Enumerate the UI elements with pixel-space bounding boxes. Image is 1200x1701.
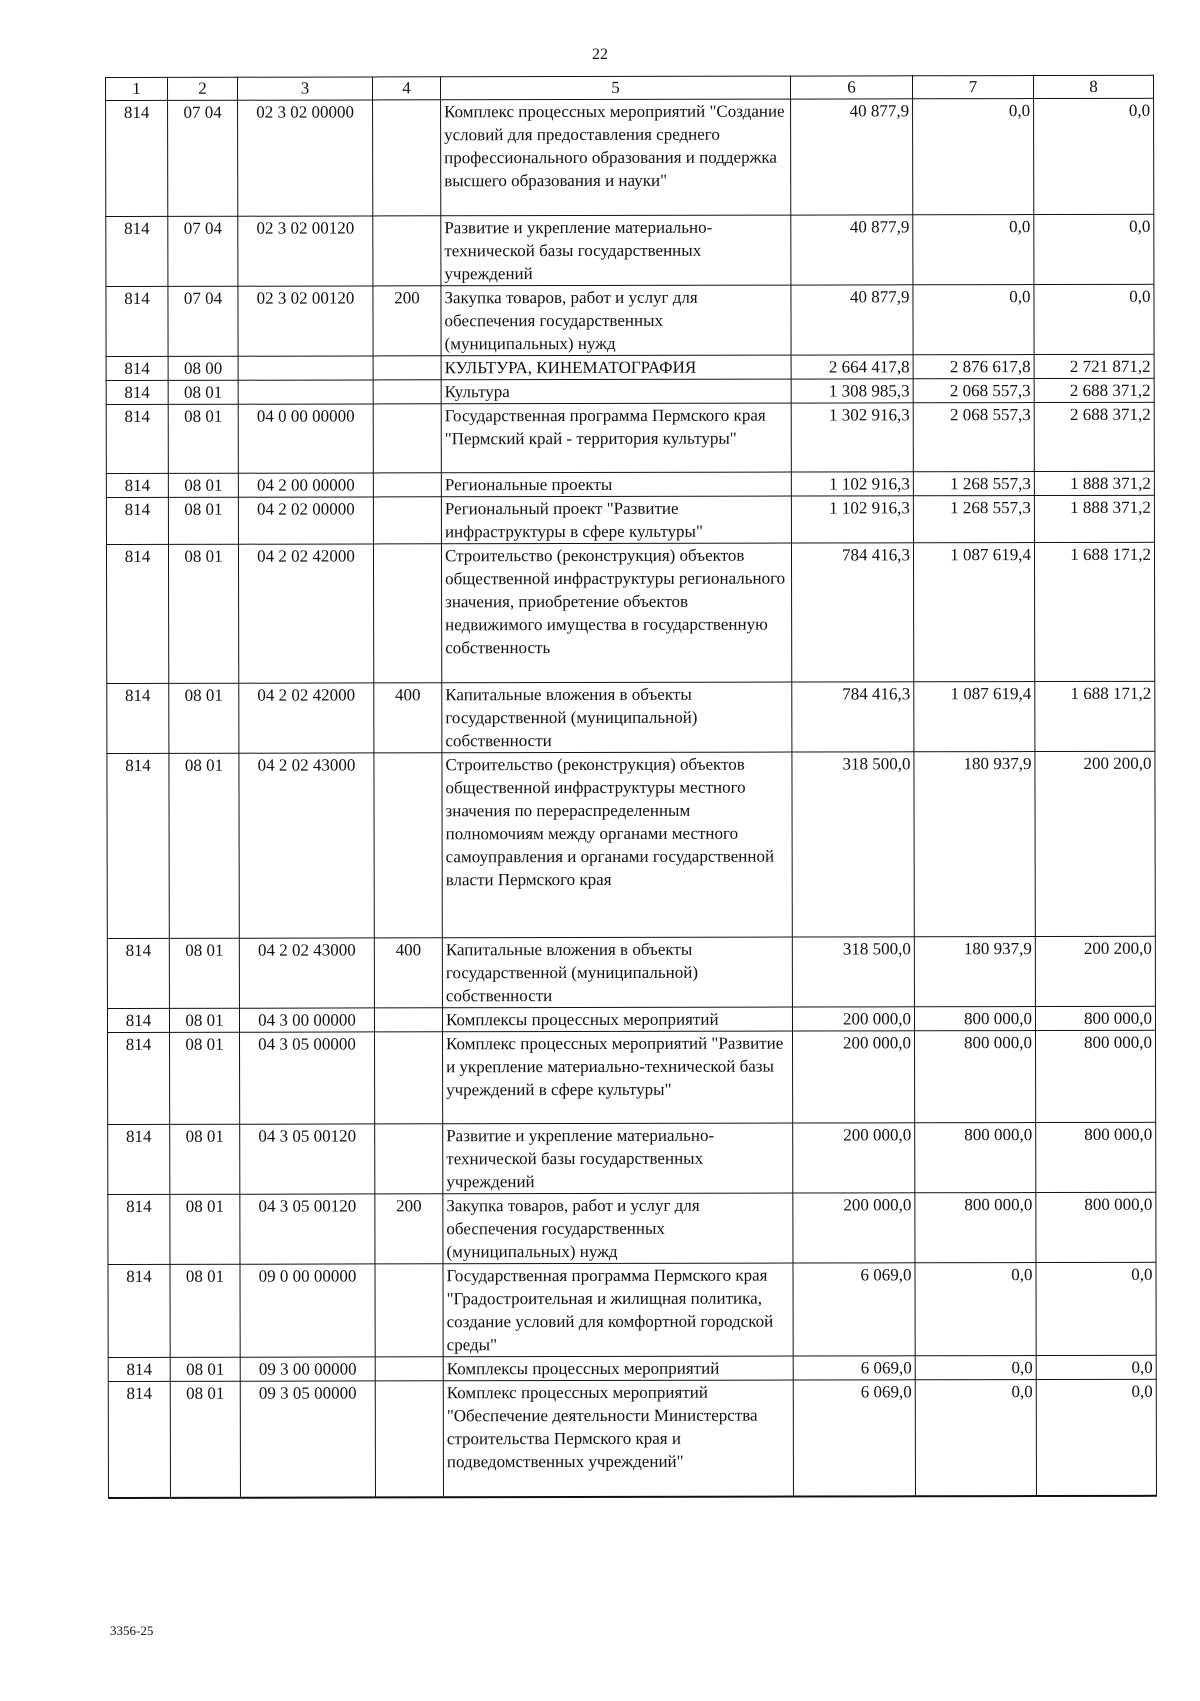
cell-v7: 1 087 619,4 xyxy=(914,682,1035,752)
cell-c4 xyxy=(375,1032,443,1124)
cell-c1: 814 xyxy=(108,1194,170,1264)
cell-v8: 1 888 371,2 xyxy=(1034,471,1154,495)
cell-desc: Развитие и укрепление материально-технической базы государственных учреждений xyxy=(443,1123,793,1194)
cell-v7: 1 268 557,3 xyxy=(913,472,1034,496)
cell-c3: 02 3 02 00120 xyxy=(238,286,373,356)
cell-c3: 04 2 02 43000 xyxy=(239,753,374,938)
cell-desc: Региональный проект "Развитие инфраструктуры в сфере культуры" xyxy=(441,496,791,544)
table-row xyxy=(107,751,1155,938)
cell-c2: 08 01 xyxy=(169,938,239,1008)
cell-desc: Развитие и укрепление материально-технической базы государственных учреждений xyxy=(441,215,791,286)
cell-desc: Строительство (реконструкция) объектов общественной инфраструктуры регионального значения, приобретение объектов недвижимого имущества в государственную собственность xyxy=(441,543,791,683)
cell-v7: 2 876 617,8 xyxy=(913,355,1034,379)
cell-c2: 08 01 xyxy=(169,683,239,753)
cell-c2: 08 01 xyxy=(168,497,238,544)
cell-v8: 800 000,0 xyxy=(1035,1030,1155,1122)
table-row xyxy=(106,354,1154,380)
table-row xyxy=(108,1122,1156,1194)
cell-c1: 814 xyxy=(108,1124,170,1194)
document-code: 3356-25 xyxy=(110,1623,154,1638)
table-row xyxy=(107,681,1155,753)
cell-c4 xyxy=(373,380,441,404)
cell-c1: 814 xyxy=(108,1357,170,1381)
cell-v6: 40 877,9 xyxy=(791,215,913,285)
cell-c2: 07 04 xyxy=(168,286,238,356)
cell-v7: 0,0 xyxy=(913,285,1034,355)
cell-c1: 814 xyxy=(106,473,168,497)
cell-v8: 0,0 xyxy=(1034,214,1154,284)
cell-c3: 04 2 02 42000 xyxy=(238,544,373,683)
cell-v7: 180 937,9 xyxy=(914,752,1035,937)
cell-c1: 814 xyxy=(107,938,169,1008)
cell-c1: 814 xyxy=(106,100,168,216)
cell-c2: 08 01 xyxy=(168,404,238,473)
cell-desc: Закупка товаров, работ и услуг для обеспечения государственных (муниципальных) нужд xyxy=(443,1193,793,1264)
cell-v7: 0,0 xyxy=(915,1356,1036,1380)
table-row xyxy=(108,1379,1156,1497)
cell-c3: 04 2 02 43000 xyxy=(239,938,374,1008)
cell-desc: Государственная программа Пермского края "Пермский край - территория культуры" xyxy=(441,403,791,473)
budget-table xyxy=(105,75,1157,1499)
column-header: 7 xyxy=(912,76,1033,99)
cell-c4 xyxy=(373,100,441,216)
cell-c2: 08 01 xyxy=(168,380,238,404)
cell-desc: Региональные проекты xyxy=(441,472,791,497)
table-row xyxy=(108,1355,1156,1381)
cell-c3: 04 3 00 00000 xyxy=(239,1008,374,1032)
cell-v7: 800 000,0 xyxy=(914,1031,1035,1123)
cell-c4 xyxy=(374,1008,442,1032)
cell-v6: 318 500,0 xyxy=(792,752,914,937)
cell-desc: Строительство (реконструкция) объектов общественной инфраструктуры местного значения по перераспределенным полномочиям между органами местного самоуправления и органами государственной власти Пермского края xyxy=(442,752,792,938)
cell-v6: 784 416,3 xyxy=(792,682,914,752)
cell-desc: Капитальные вложения в объекты государственной (муниципальной) собственности xyxy=(442,682,792,753)
cell-v6: 1 102 916,3 xyxy=(791,496,913,543)
table-row xyxy=(106,471,1154,497)
cell-v8: 1 688 171,2 xyxy=(1034,542,1154,681)
table-row xyxy=(108,1030,1156,1124)
cell-c3: 04 2 02 42000 xyxy=(239,683,374,753)
cell-c2: 08 01 xyxy=(170,1357,240,1381)
cell-v7: 180 937,9 xyxy=(914,937,1035,1007)
cell-c2: 08 01 xyxy=(170,1032,240,1124)
cell-v8: 2 688 371,2 xyxy=(1034,402,1154,471)
cell-c4 xyxy=(375,1264,443,1357)
table-row xyxy=(106,378,1154,404)
cell-c4: 200 xyxy=(375,1194,443,1264)
cell-desc: Закупка товаров, работ и услуг для обеспечения государственных (муниципальных) нужд xyxy=(441,285,791,356)
cell-v6: 200 000,0 xyxy=(793,1193,915,1263)
cell-c1: 814 xyxy=(106,216,168,286)
cell-c2: 08 01 xyxy=(168,473,238,497)
cell-c1: 814 xyxy=(108,1032,170,1124)
cell-v6: 1 308 985,3 xyxy=(791,379,913,403)
cell-v6: 200 000,0 xyxy=(793,1123,915,1193)
cell-v8: 0,0 xyxy=(1034,98,1154,214)
cell-c2: 08 01 xyxy=(170,1194,240,1264)
cell-c1: 814 xyxy=(107,683,169,753)
cell-v6: 200 000,0 xyxy=(792,1031,914,1123)
cell-v7: 0,0 xyxy=(913,99,1034,215)
cell-v8: 2 721 871,2 xyxy=(1034,354,1154,378)
cell-c4: 400 xyxy=(374,683,442,753)
cell-desc: Капитальные вложения в объекты государственной (муниципальной) собственности xyxy=(442,937,792,1008)
header-row xyxy=(106,75,1154,100)
cell-v8: 800 000,0 xyxy=(1036,1192,1156,1262)
cell-v7: 2 068 557,3 xyxy=(913,403,1034,472)
cell-v8: 1 688 171,2 xyxy=(1035,681,1155,751)
cell-v8: 0,0 xyxy=(1036,1379,1156,1495)
cell-c1: 814 xyxy=(106,544,168,683)
cell-c4 xyxy=(373,473,441,497)
cell-desc: Культура xyxy=(441,379,791,404)
cell-v7: 800 000,0 xyxy=(915,1123,1036,1193)
cell-v6: 6 069,0 xyxy=(793,1356,915,1380)
cell-desc: Комплекс процессных мероприятий "Создание условий для предоставления среднего профессионального образования и поддержка высшего образования и науки" xyxy=(441,99,791,216)
cell-c3: 04 3 05 00000 xyxy=(240,1032,375,1124)
cell-v6: 40 877,9 xyxy=(791,99,913,215)
cell-v8: 800 000,0 xyxy=(1035,1006,1155,1030)
column-header: 6 xyxy=(790,76,912,99)
cell-v7: 0,0 xyxy=(915,1380,1036,1496)
cell-v8: 1 888 371,2 xyxy=(1034,495,1154,542)
cell-desc: Комплекс процессных мероприятий "Развитие и укрепление материально-технической базы учреждений в сфере культуры" xyxy=(443,1031,793,1124)
table-row xyxy=(107,936,1155,1008)
table-row xyxy=(106,284,1154,356)
cell-c1: 814 xyxy=(108,1381,170,1497)
table-row xyxy=(106,542,1154,683)
cell-c1: 814 xyxy=(107,753,169,938)
table-row xyxy=(108,1262,1156,1357)
cell-v7: 800 000,0 xyxy=(914,1007,1035,1031)
cell-v8: 0,0 xyxy=(1034,284,1154,354)
cell-c1: 814 xyxy=(107,1008,169,1032)
cell-c2: 08 00 xyxy=(168,356,238,380)
cell-c2: 08 01 xyxy=(170,1264,240,1357)
cell-desc: Комплекс процессных мероприятий "Обеспечение деятельности Министерства строительства Пермского края и подведомственных учреждений" xyxy=(443,1380,793,1497)
cell-v7: 0,0 xyxy=(915,1263,1036,1356)
cell-c2: 08 01 xyxy=(170,1124,240,1194)
cell-c1: 814 xyxy=(106,404,168,473)
cell-v6: 40 877,9 xyxy=(791,285,913,355)
cell-c3: 04 3 05 00120 xyxy=(240,1194,375,1264)
cell-v8: 200 200,0 xyxy=(1035,751,1155,936)
cell-c3: 02 3 02 00000 xyxy=(238,100,373,216)
cell-c2: 08 01 xyxy=(169,753,239,938)
cell-c1: 814 xyxy=(106,380,168,404)
cell-c2: 07 04 xyxy=(168,216,238,286)
cell-v6: 6 069,0 xyxy=(793,1263,915,1356)
cell-c3: 04 3 05 00120 xyxy=(240,1124,375,1194)
cell-c2: 08 01 xyxy=(168,544,238,683)
column-header: 8 xyxy=(1033,75,1153,98)
cell-v7: 800 000,0 xyxy=(915,1193,1036,1263)
cell-c2: 07 04 xyxy=(168,100,238,216)
cell-c3 xyxy=(238,356,373,380)
table-row xyxy=(106,214,1154,286)
cell-c1: 814 xyxy=(106,356,168,380)
cell-v6: 784 416,3 xyxy=(791,543,913,682)
cell-c4 xyxy=(374,753,442,938)
cell-v7: 1 268 557,3 xyxy=(913,496,1034,543)
cell-c4 xyxy=(373,356,441,380)
cell-v6: 318 500,0 xyxy=(792,937,914,1007)
cell-c1: 814 xyxy=(106,497,168,544)
cell-v6: 200 000,0 xyxy=(792,1007,914,1031)
table-row xyxy=(108,1192,1156,1264)
table-row xyxy=(106,98,1154,216)
cell-v7: 1 087 619,4 xyxy=(913,543,1034,682)
cell-c3: 09 3 05 00000 xyxy=(240,1381,375,1497)
cell-v6: 2 664 417,8 xyxy=(791,355,913,379)
cell-c4 xyxy=(375,1124,443,1194)
cell-v8: 0,0 xyxy=(1036,1262,1156,1355)
cell-v8: 0,0 xyxy=(1036,1355,1156,1379)
cell-c3 xyxy=(238,380,373,404)
cell-v8: 800 000,0 xyxy=(1036,1122,1156,1192)
cell-c3: 04 2 00 00000 xyxy=(238,473,373,497)
cell-c4 xyxy=(373,544,441,683)
table-row xyxy=(107,1006,1155,1032)
cell-v8: 200 200,0 xyxy=(1035,936,1155,1006)
page-number: 22 xyxy=(592,46,608,63)
cell-c1: 814 xyxy=(108,1264,170,1357)
table-row xyxy=(106,495,1154,544)
cell-desc: КУЛЬТУРА, КИНЕМАТОГРАФИЯ xyxy=(441,355,791,380)
cell-v7: 0,0 xyxy=(913,215,1034,285)
cell-c3: 09 0 00 00000 xyxy=(240,1264,375,1357)
cell-desc: Комплексы процессных мероприятий xyxy=(442,1007,792,1032)
cell-c3: 04 0 00 00000 xyxy=(238,404,373,473)
cell-v8: 2 688 371,2 xyxy=(1034,378,1154,402)
cell-c4 xyxy=(373,216,441,286)
cell-c4 xyxy=(375,1381,443,1497)
column-header: 2 xyxy=(168,77,238,100)
table-row xyxy=(106,402,1154,473)
cell-c1: 814 xyxy=(106,286,168,356)
column-header: 1 xyxy=(106,77,168,100)
cell-v6: 6 069,0 xyxy=(793,1380,915,1496)
column-header: 5 xyxy=(441,76,791,100)
cell-c4: 200 xyxy=(373,286,441,356)
cell-c3: 04 2 02 00000 xyxy=(238,497,373,544)
cell-v6: 1 302 916,3 xyxy=(791,403,913,472)
cell-c4 xyxy=(373,404,441,473)
column-header: 3 xyxy=(238,77,373,100)
cell-c4: 400 xyxy=(374,938,442,1008)
cell-c3: 02 3 02 00120 xyxy=(238,216,373,286)
cell-v6: 1 102 916,3 xyxy=(791,472,913,496)
cell-c2: 08 01 xyxy=(169,1008,239,1032)
column-header: 4 xyxy=(373,77,441,100)
cell-v7: 2 068 557,3 xyxy=(913,379,1034,403)
cell-c4 xyxy=(375,1357,443,1381)
cell-c4 xyxy=(373,497,441,544)
cell-desc: Комплексы процессных мероприятий xyxy=(443,1356,793,1381)
cell-c2: 08 01 xyxy=(170,1381,240,1497)
cell-c3: 09 3 00 00000 xyxy=(240,1357,375,1381)
cell-desc: Государственная программа Пермского края "Градостроительная и жилищная политика, создание условий для комфортной городской среды" xyxy=(443,1263,793,1357)
